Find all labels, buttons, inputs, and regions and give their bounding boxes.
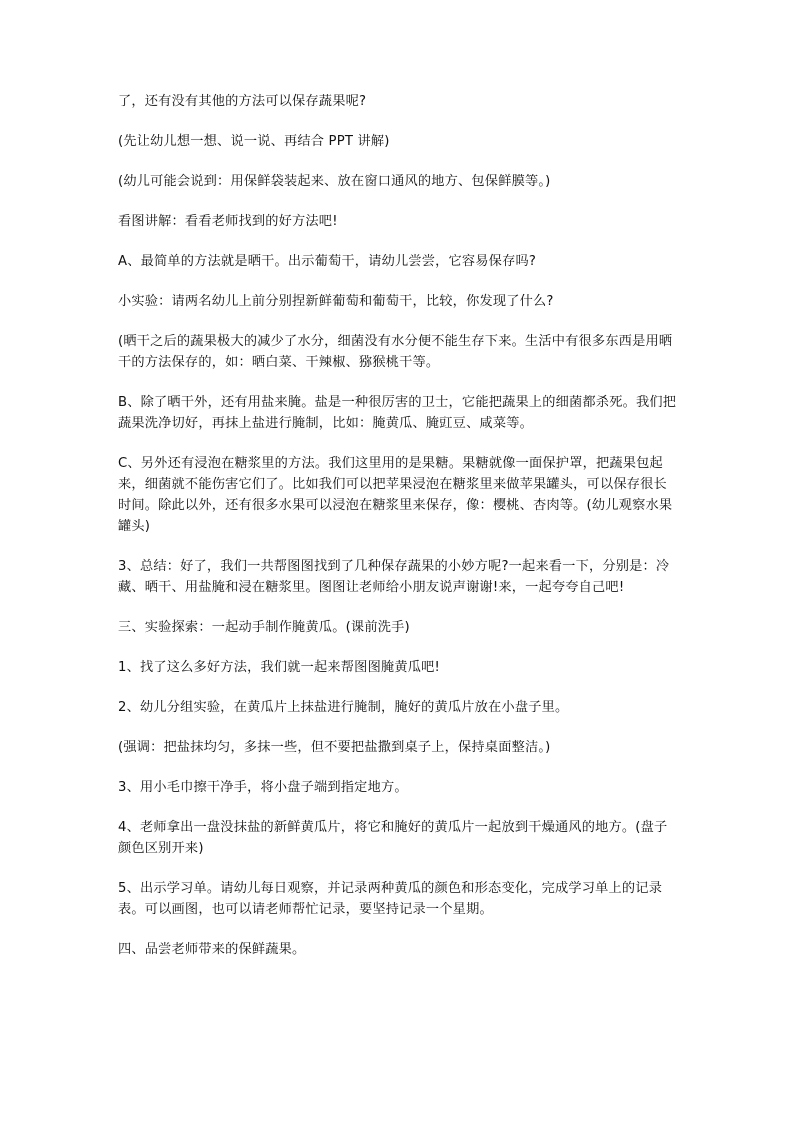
paragraph-step-4: 4、老师拿出一盘没抹盐的新鲜黄瓜片，将它和腌好的黄瓜片一起放到干燥通风的地方。(盘子颜色区别开来): [118, 820, 668, 856]
paragraph-ppt-note: (先让幼儿想一想、说一说、再结合 PPT 讲解): [118, 134, 390, 149]
section-heading-experiment: 三、实验探索：一起动手制作腌黄瓜。(课前洗手): [118, 620, 410, 635]
paragraph-step-5: 5、出示学习单。请幼儿每日观察，并记录两种黄瓜的颜色和形态变化，完成学习单上的记录表。可以画图，也可以请老师帮忙记录，要坚持记录一个星期。: [118, 881, 663, 917]
document-page: [118, 91, 678, 979]
paragraph-emphasis-note: (强调：把盐抹均匀，多抹一些，但不要把盐撒到桌子上，保持桌面整洁。): [118, 740, 551, 755]
paragraph-continuation: 了，还有没有其他的方法可以保存蔬果呢?: [118, 94, 367, 109]
paragraph-children-answers: (幼儿可能会说到：用保鲜袋装起来、放在窗口通风的地方、包保鲜膜等。): [118, 174, 551, 189]
paragraph-picture-explanation: 看图讲解：看看老师找到的好方法吧!: [118, 214, 338, 229]
paragraph-summary: 3、总结：好了，我们一共帮图图找到了几种保存蔬果的小妙方呢?一起来看一下，分别是：冷藏、晒干、用盐腌和浸在糖浆里。图图让老师给小朋友说声谢谢!来，一起夸夸自己吧!: [118, 559, 670, 595]
paragraph-step-3: 3、用小毛巾擦干净手，将小盘子端到指定地方。: [118, 780, 408, 795]
paragraph-method-a: A、最简单的方法就是晒干。出示葡萄干，请幼儿尝尝，它容易保存吗?: [118, 254, 537, 269]
paragraph-step-2: 2、幼儿分组实验，在黄瓜片上抹盐进行腌制，腌好的黄瓜片放在小盘子里。: [118, 700, 569, 715]
paragraph-drying-explanation: (晒干之后的蔬果极大的减少了水分，细菌没有水分便不能生存下来。生活中有很多东西是用晒干的方法保存的，如：晒白菜、干辣椒、猕猴桃干等。: [118, 334, 673, 370]
paragraph-small-experiment: 小实验：请两名幼儿上前分别捏新鲜葡萄和葡萄干，比较，你发现了什么?: [118, 294, 554, 309]
paragraph-step-1: 1、找了这么多好方法，我们就一起来帮图图腌黄瓜吧!: [118, 660, 440, 675]
section-heading-tasting: 四、品尝老师带来的保鲜蔬果。: [118, 942, 306, 957]
paragraph-method-c: C、另外还有浸泡在糖浆里的方法。我们这里用的是果糖。果糖就像一面保护罩，把蔬果包起来，细菌就不能伤害它们了。比如我们可以把苹果浸泡在糖浆里来做苹果罐头，可以保存很长时间。除此以外，还有很多水果可以浸泡在糖浆里来保存，像：樱桃、杏肉等。(幼儿观察水果罐头): [118, 456, 673, 534]
paragraph-method-b: B、除了晒干外，还有用盐来腌。盐是一种很厉害的卫士，它能把蔬果上的细菌都杀死。我们把蔬果洗净切好，再抹上盐进行腌制，比如：腌黄瓜、腌豇豆、咸菜等。: [118, 395, 677, 431]
